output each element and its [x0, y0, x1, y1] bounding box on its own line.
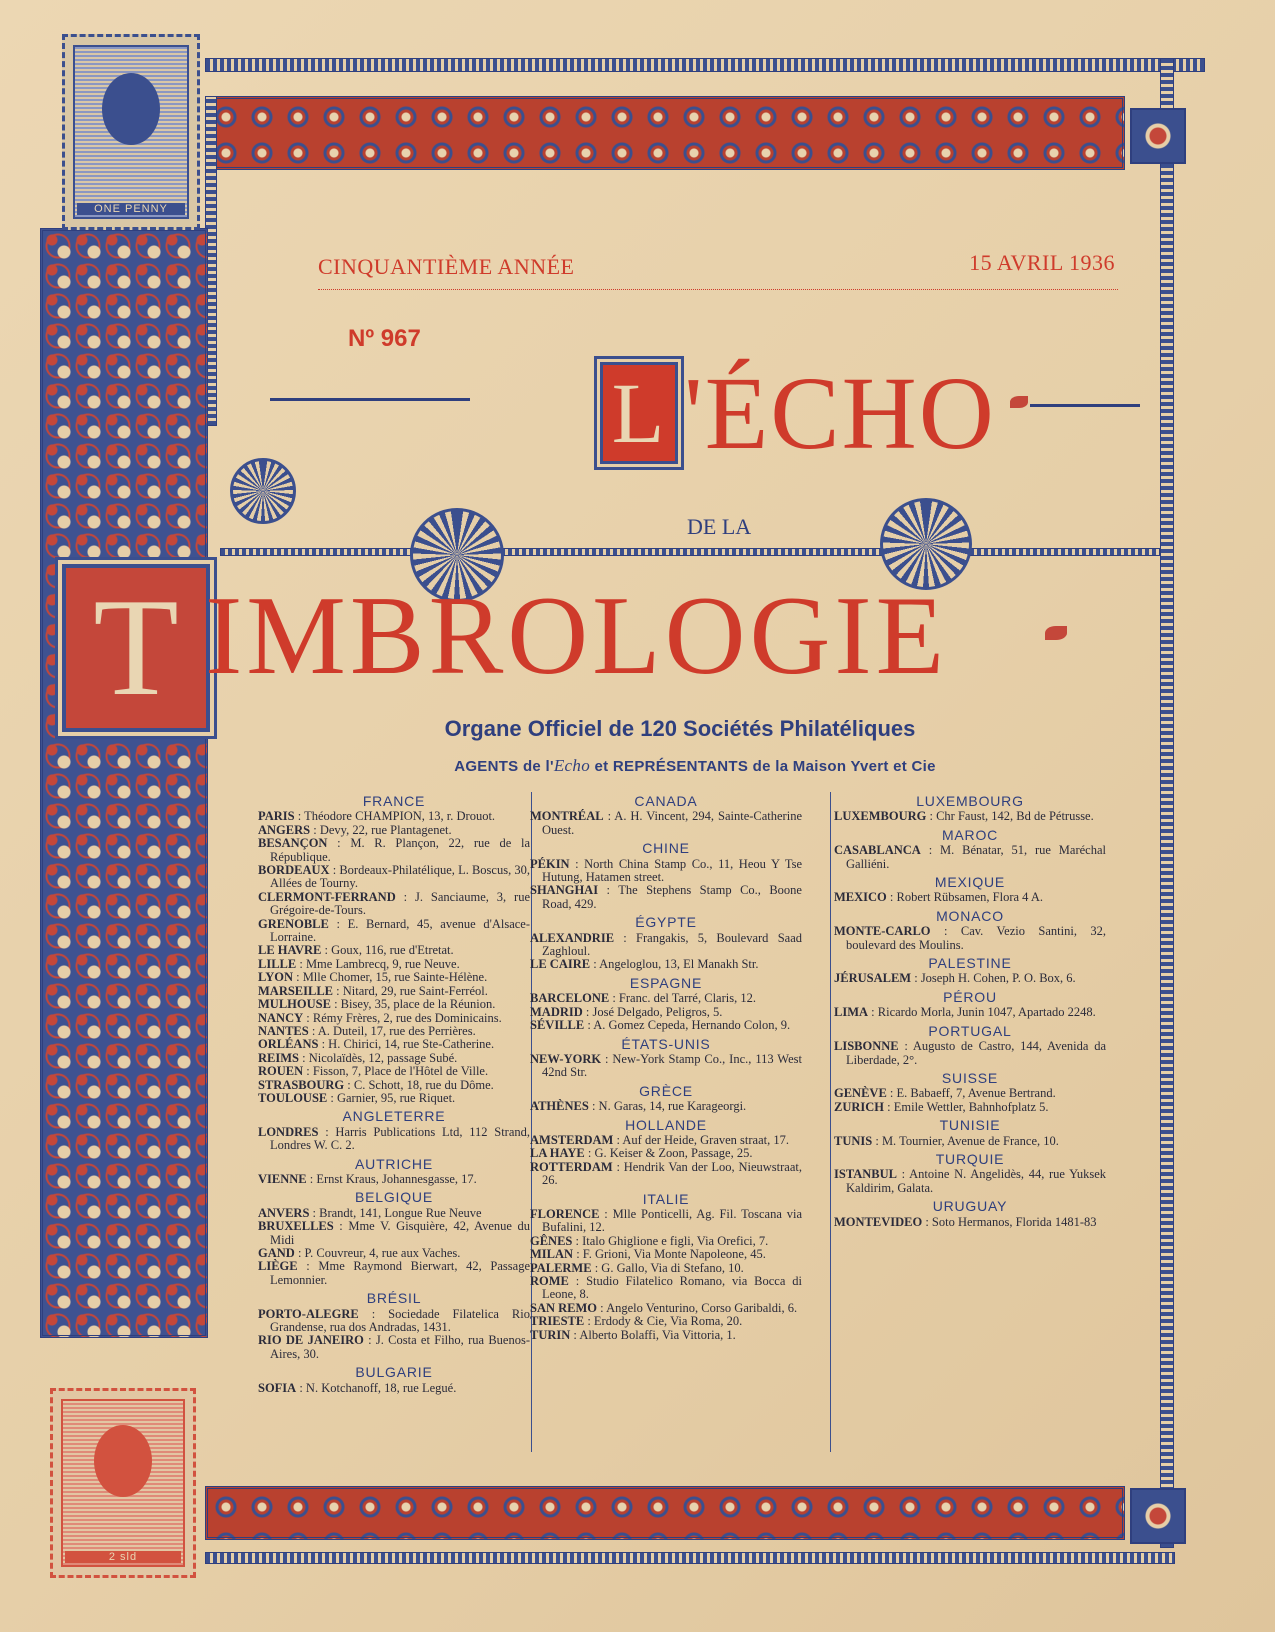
portrait-icon: [102, 73, 160, 145]
agent-entry: MULHOUSE : Bisey, 35, place de la Réunion.: [258, 997, 496, 1012]
country-heading: TUNISIE: [939, 1117, 1001, 1134]
title-connector: DE LA: [687, 514, 752, 539]
portrait-icon: [94, 1425, 152, 1497]
header-rule: [318, 289, 1118, 291]
agent-entry: TUNIS : M. Tournier, Avenue de France, 10.: [834, 1133, 1059, 1148]
agent-entry: NANCY : Rémy Frères, 2, rue des Dominicains.: [258, 1010, 502, 1025]
agent-entry: ZURICH : Emile Wettler, Bahnhofplatz 5.: [834, 1099, 1049, 1114]
agent-entry: MILAN : F. Grioni, Via Monte Napoleone, 45.: [530, 1247, 766, 1262]
agent-entry: BESANÇON : M. R. Plançon, 22, rue de la République.: [258, 836, 530, 864]
stamp-caption: ONE PENNY: [77, 203, 185, 215]
agent-entry: GENÈVE : E. Babaeff, 7, Avenue Bertrand.: [834, 1086, 1056, 1101]
country-heading: MAROC: [941, 826, 999, 843]
agent-entry: NANTES : A. Duteil, 17, rue des Perrières.: [258, 1023, 476, 1038]
agent-entry: REIMS : Nicolaïdès, 12, passage Subé.: [258, 1050, 458, 1065]
subtitle: Organe Officiel de 120 Sociétés Philatéliques: [444, 716, 916, 741]
country-heading: BRÉSIL: [366, 1290, 422, 1307]
column-divider: [830, 792, 831, 1452]
agent-entry: GRENOBLE : E. Bernard, 45, avenue d'Alsace-Lorraine.: [258, 916, 530, 945]
agent-entry: AMSTERDAM : Auf der Heide, Graven straat, 17.: [530, 1132, 789, 1147]
agent-entry: LE CAIRE : Angeloglou, 13, El Manakh Str.: [530, 957, 759, 972]
agent-entry: MONTEVIDEO : Soto Hermanos, Florida 1481-83: [834, 1214, 1097, 1229]
country-heading: CANADA: [634, 793, 698, 809]
agent-entry: ALEXANDRIE : Frangakis, 5, Boulevard Saad Zaghloul.: [530, 930, 802, 959]
agent-entry: JÉRUSALEM : Joseph H. Cohen, P. O. Box, 6.: [834, 971, 1076, 986]
issue-number: Nº 967: [348, 325, 421, 352]
corner-rosette-top-right: [1130, 108, 1186, 164]
year-label: CINQUANTIÈME ANNÉE: [318, 254, 575, 279]
agent-entry: PALERME : G. Gallo, Via di Stefano, 10.: [530, 1260, 744, 1275]
agent-entry: SHANGHAI : The Stephens Stamp Co., Boone Road, 429.: [530, 883, 802, 911]
agent-entry: BRUXELLES : Mme V. Gisquière, 42, Avenue du Midi: [258, 1219, 530, 1247]
agent-entry: MONTE-CARLO : Cav. Vezio Santini, 32, boulevard des Moulins.: [834, 924, 1106, 952]
agent-entry: TRIESTE : Erdody & Cie, Via Roma, 20.: [530, 1314, 743, 1329]
country-heading: PORTUGAL: [928, 1022, 1012, 1039]
agent-entry: LUXEMBOURG : Chr Faust, 142, Bd de Pétrusse.: [834, 809, 1094, 824]
agent-entry: LIMA : Ricardo Morla, Junin 1047, Apartado 2248.: [834, 1005, 1096, 1020]
agent-entry: NEW-YORK : New-York Stamp Co., Inc., 113 West 42nd Str.: [530, 1051, 802, 1080]
left-ornament-band: [40, 228, 208, 1338]
agent-entry: ROUEN : Fisson, 7, Place de l'Hôtel de Ville.: [258, 1064, 489, 1079]
agent-entry: LONDRES : Harris Publications Ltd, 112 Strand, Londres W. C. 2.: [258, 1124, 530, 1153]
agent-entry: GAND : P. Couvreur, 4, rue aux Vaches.: [258, 1246, 461, 1260]
agent-entry: MADRID : José Delgado, Peligros, 5.: [530, 1004, 723, 1019]
title-initial-l: L: [600, 362, 678, 464]
agent-entry: ISTANBUL : Antoine N. Angelidès, 44, rue Yuksek Kaldirim, Galata.: [834, 1167, 1106, 1195]
agent-entry: LA HAYE : G. Keiser & Zoon, Passage, 25.: [530, 1146, 753, 1161]
country-heading: BULGARIE: [355, 1364, 433, 1381]
agent-entry: STRASBOURG : C. Schott, 18, rue du Dôme.: [258, 1077, 494, 1092]
agent-entry: BARCELONE : Franc. del Tarré, Claris, 12.: [530, 991, 756, 1006]
agents-echo: Echo: [553, 756, 591, 775]
agents-column-1: [258, 790, 530, 1395]
top-thin-border: [205, 58, 1205, 72]
agent-entry: LILLE : Mme Lambrecq, 9, rue Neuve.: [258, 956, 460, 971]
title-initial-t: T: [62, 564, 210, 732]
agent-entry: ORLÉANS : H. Chirici, 14, rue Ste-Catherine.: [258, 1037, 495, 1052]
agents-line: [260, 756, 1130, 776]
country-heading: GRÈCE: [639, 1082, 693, 1099]
agent-entry: SOFIA : N. Kotchanoff, 18, rue Legué.: [258, 1380, 457, 1395]
country-heading: HOLLANDE: [625, 1116, 707, 1133]
agent-entry: ANGERS : Devy, 22, rue Plantagenet.: [258, 822, 452, 837]
flourish-left: [270, 398, 470, 401]
title-echo: [600, 356, 996, 471]
title-timbrologie: IMBROLOGIE: [205, 574, 949, 698]
agent-entry: CLERMONT-FERRAND : J. Sanciaume, 3, rue Grégoire-de-Tours.: [258, 889, 530, 918]
country-heading: PÉROU: [943, 988, 997, 1005]
leaf-ornament: [1045, 626, 1067, 640]
country-heading: URUGUAY: [932, 1198, 1008, 1215]
agent-entry: GÊNES : Italo Ghiglione e figli, Via Orefici, 7.: [530, 1233, 769, 1248]
leaf-ornament: [1010, 396, 1028, 408]
agent-entry: LIÈGE : Mme Raymond Bierwart, 42, Passage Lemonnier.: [258, 1259, 530, 1287]
country-heading: PALESTINE: [928, 955, 1012, 972]
title-echo-rest: 'ÉCHO: [684, 356, 996, 471]
country-heading: AUTRICHE: [355, 1155, 433, 1172]
top-left-stamp: [62, 34, 200, 230]
agent-entry: SAN REMO : Angelo Venturino, Corso Garibaldi, 6.: [530, 1300, 798, 1315]
masthead-rule: [220, 548, 1160, 556]
agents-column-2: [530, 790, 802, 1342]
bottom-ornament-band: [205, 1486, 1125, 1540]
agents-part2: et REPRÉSENTANTS de la Maison Yvert et Cie: [590, 758, 936, 775]
agents-column-3: [834, 790, 1106, 1229]
agent-entry: VIENNE : Ernst Kraus, Johannesgasse, 17.: [258, 1171, 477, 1186]
agent-entry: SÉVILLE : A. Gomez Cepeda, Hernando Colon, 9.: [530, 1018, 791, 1033]
country-heading: ITALIE: [642, 1190, 690, 1207]
country-heading: TURQUIE: [935, 1150, 1005, 1167]
country-heading: CHINE: [642, 840, 690, 857]
agent-entry: LISBONNE : Augusto de Castro, 144, Avenida da Liberdade, 2°.: [834, 1039, 1106, 1067]
country-heading: FRANCE: [362, 793, 426, 809]
bottom-left-stamp: [50, 1388, 196, 1578]
issue-date: 15 AVRIL 1936: [969, 250, 1115, 275]
corner-rosette-bottom-right: [1130, 1488, 1186, 1544]
rosette-ornament-small: [230, 458, 296, 524]
agent-entry: PÉKIN : North China Stamp Co., 11, Heou Y Tse Hutung, Hatamen street.: [530, 856, 802, 885]
stamp-caption: 2 sld: [65, 1551, 181, 1563]
agents-part1: AGENTS de l': [454, 758, 554, 775]
country-heading: ÉGYPTE: [635, 914, 697, 931]
agent-entry: FLORENCE : Mlle Ponticelli, Ag. Fil. Toscana via Bufalini, 12.: [530, 1206, 802, 1235]
country-heading: ÉTATS-UNIS: [621, 1035, 711, 1052]
agent-entry: LE HAVRE : Goux, 116, rue d'Etretat.: [258, 943, 454, 958]
country-heading: SUISSE: [941, 1069, 999, 1086]
country-heading: ESPAGNE: [629, 974, 703, 991]
country-heading: MONACO: [936, 907, 1004, 924]
agent-entry: TOULOUSE : Garnier, 95, rue Riquet.: [258, 1090, 456, 1105]
agent-entry: CASABLANCA : M. Bénatar, 51, rue Maréchal Galliéni.: [834, 843, 1106, 871]
agent-entry: PORTO-ALEGRE : Sociedade Filatelica Rio Grandense, rua dos Andradas, 1431.: [258, 1306, 530, 1335]
agent-entry: MONTRÉAL : A. H. Vincent, 294, Sainte-Catherine Ouest.: [530, 809, 802, 837]
country-heading: BELGIQUE: [355, 1189, 433, 1206]
right-thin-border: [1160, 58, 1174, 1548]
agent-entry: RIO DE JANEIRO : J. Costa et Filho, rua Buenos-Aires, 30.: [258, 1333, 530, 1361]
agent-entry: LYON : Mlle Chomer, 15, rue Sainte-Hélène.: [258, 970, 488, 985]
bottom-thin-border: [205, 1552, 1175, 1564]
top-ornament-band: [205, 96, 1125, 170]
agent-entry: MARSEILLE : Nitard, 29, rue Saint-Ferréol.: [258, 983, 488, 998]
country-heading: LUXEMBOURG: [916, 793, 1024, 809]
agent-entry: ROME : Studio Filatelico Romano, via Bocca di Leone, 8.: [530, 1274, 802, 1302]
country-heading: ANGLETERRE: [342, 1108, 446, 1125]
agent-entry: ROTTERDAM : Hendrik Van der Loo, Nieuwstraat, 26.: [530, 1159, 802, 1188]
agent-entry: TURIN : Alberto Bolaffi, Via Vittoria, 1.: [530, 1327, 736, 1342]
agent-entry: PARIS : Théodore CHAMPION, 13, r. Drouot.: [258, 809, 496, 824]
agent-entry: ANVERS : Brandt, 141, Longue Rue Neuve: [258, 1205, 482, 1220]
agent-entry: MEXICO : Robert Rübsamen, Flora 4 A.: [834, 890, 1044, 905]
agent-entry: ATHÈNES : N. Garas, 14, rue Karageorgi.: [530, 1099, 747, 1114]
country-heading: MEXIQUE: [934, 874, 1006, 891]
agent-entry: BORDEAUX : Bordeaux-Philatélique, L. Boscus, 30, Allées de Tourny.: [258, 863, 530, 891]
flourish-right: [1030, 404, 1140, 407]
